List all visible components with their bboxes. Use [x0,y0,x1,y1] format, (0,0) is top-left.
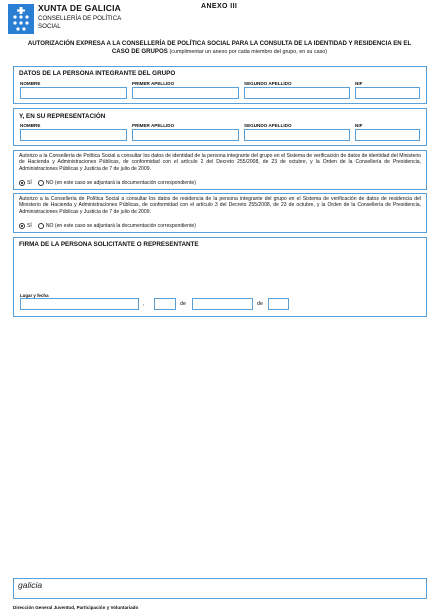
footer-box [13,578,427,599]
title-line1: AUTORIZACIÓN EXPRESA A LA CONSELLERÍA DE POLÍTICA SOCIAL PARA LA CONSULTA DE LA IDENTIDAD Y RESIDENCIA EN EL [27,40,412,47]
label-segundo-apellido: SEGUNDO APELLIDO [244,81,292,86]
residence-auth-options [19,223,196,229]
label-primer-apellido: PRIMER APELLIDO [132,81,175,86]
residence-auth-text: Autorizo a la Consellería de Política Social a consultar los datos de residencia de la persona integrante del grupo en el Sistema de verificación de datos de residencia del Ministerio de Hacienda y Administraciones Públicas, de conformidad con el artículo 3 del Decreto 255/2008, de 23 de octubre, y la Orden de la Consellería de Presidencia, Administraciones Públicas y Justicia de 7 de julio de 2009. [19,196,421,215]
document-title [12,40,427,56]
rep-nombre-input[interactable] [20,129,127,141]
place-input[interactable] [20,298,139,310]
representative-heading: Y, EN SU REPRESENTACIÓN [19,113,106,120]
dept-name-line1: CONSELLERÍA DE POLÍTICA [38,15,122,22]
identity-yes-label: SÍ [27,180,32,186]
residence-yes-label: SÍ [27,223,32,229]
rep-label-segundo-apellido: SEGUNDO APELLIDO [244,123,292,128]
day-input[interactable] [154,298,176,310]
month-input[interactable] [192,298,253,310]
identity-auth-options [19,180,196,186]
place-date-label: Lugar y fecha [20,293,49,298]
residence-no-radio[interactable] [38,223,44,229]
rep-label-nif: NIF [355,123,363,128]
signature-heading: FIRMA DE LA PERSONA SOLICITANTE O REPRESENTANTE [19,241,199,248]
rep-primer-apellido-input[interactable] [132,129,239,141]
member-nombre-input[interactable] [20,87,127,99]
label-nombre: NOMBRE [20,81,41,86]
member-primer-apellido-input[interactable] [132,87,239,99]
group-member-heading: DATOS DE LA PERSONA INTEGRANTE DEL GRUPO [19,70,176,77]
de-separator-2: de [257,301,263,307]
rep-nif-input[interactable] [355,129,420,141]
rep-segundo-apellido-input[interactable] [244,129,350,141]
residence-yes-radio[interactable] [19,223,25,229]
footer-department: Dirección General Juventud, Participación y Voluntariado [13,605,139,610]
title-line2 [12,48,427,56]
residence-no-label: NO (en este caso se adjuntará la documentación correspondiente) [45,223,196,229]
identity-no-label: NO (en este caso se adjuntará la documentación correspondiente) [45,180,196,186]
xunta-logo [8,4,34,34]
title-line2-main: CASO DE GRUPOS [111,48,168,55]
xunta-shield-icon [8,4,34,34]
dept-name-line2: SOCIAL [38,23,61,30]
rep-label-nombre: NOMBRE [20,123,41,128]
title-line2-note: (cumplimentar un anexo por cada miembro del grupo, en su caso) [169,49,328,55]
galicia-brand-logo: galicia [18,580,43,590]
identity-no-radio[interactable] [38,180,44,186]
rep-label-primer-apellido: PRIMER APELLIDO [132,123,175,128]
de-separator-1: de [180,301,186,307]
identity-auth-text: Autorizo a la Consellería de Política Social a consultar los datos de identidad de la persona integrante del grupo en el Sistema de verificación de datos de identidad del Ministerio de Hacienda y Administraciones Públicas, de conformidad con el artículo 2 del Decreto 255/2008, de 23 de octubre, y la Orden de la Consellería de Presidencia, Administraciones Públicas y Justicia de 7 de julio de 2009. [19,153,421,172]
annex-label: ANEXO III [201,3,238,10]
org-name: XUNTA DE GALICIA [38,3,122,13]
comma-separator: , [143,301,145,307]
year-input[interactable] [268,298,289,310]
member-segundo-apellido-input[interactable] [244,87,350,99]
member-nif-input[interactable] [355,87,420,99]
identity-yes-radio[interactable] [19,180,25,186]
label-nif: NIF [355,81,363,86]
